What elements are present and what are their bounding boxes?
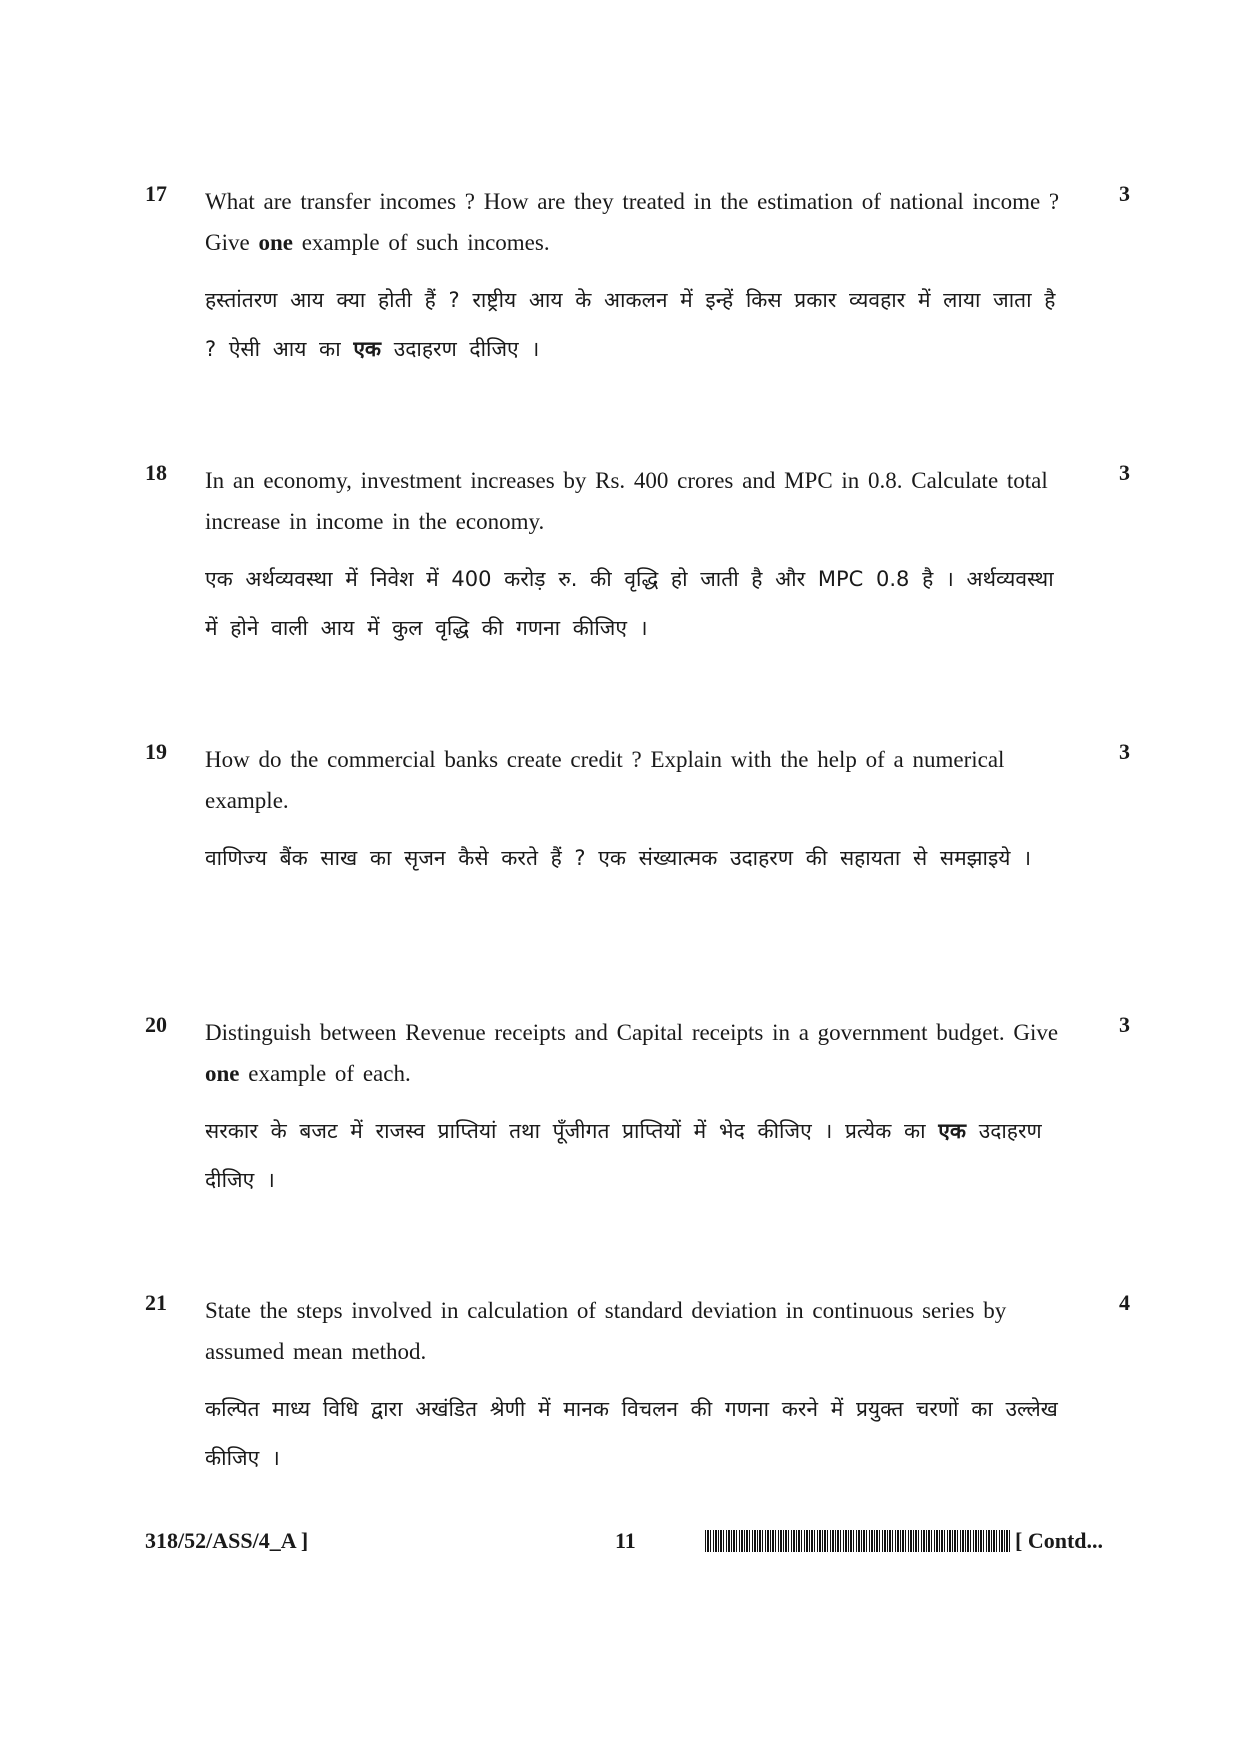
question-text-english: State the steps involved in calculation of standard deviation in continuous series by assumed mean method. [205, 1298, 1007, 1364]
question-number: 21 [145, 1290, 167, 1315]
question-marks: 4 [1119, 1290, 1130, 1315]
paper-code: 318/52/ASS/4_A ] [145, 1528, 309, 1553]
emphasis-text-hindi: एक [938, 1119, 967, 1143]
question-text-hindi: एक अर्थव्यवस्था में निवेश में 400 करोड़ रु. की वृद्धि हो जाती है और MPC 0.8 है । अर्थव्यवस्था में होने वाली आय में कुल वृद्धि की गणना कीजिए । [205, 567, 1054, 640]
question-text-english: How do the commercial banks create credit ? Explain with the help of a numerical example. [205, 747, 1005, 813]
question-text-hindi: हस्तांतरण आय क्या होती हैं ? राष्ट्रीय आय के आकलन में इन्हें किस प्रकार व्यवहार में लाया जाता है ? ऐसी आय का एक उदाहरण दीजिए । [205, 288, 1056, 361]
question-marks: 3 [1119, 460, 1130, 485]
question-text-english: In an economy, investment increases by Rs. 400 crores and MPC in 0.8. Calculate total increase in income in the economy. [205, 468, 1048, 534]
question-number: 18 [145, 460, 167, 485]
question-marks: 3 [1119, 181, 1130, 206]
emphasis-text: one [258, 230, 293, 255]
continued-label: [ Contd... [1015, 1528, 1104, 1553]
question-marks: 3 [1119, 739, 1130, 764]
question-text-english: Distinguish between Revenue receipts and Capital receipts in a government budget. Give one example of each. [205, 1020, 1059, 1086]
question-number: 20 [145, 1012, 167, 1037]
page-footer [145, 1528, 1115, 1558]
question-number: 17 [145, 181, 167, 206]
question-text-english: What are transfer incomes ? How are they treated in the estimation of national income ? Give one example of such incomes. [205, 189, 1060, 255]
question-number: 19 [145, 739, 167, 764]
question-text-hindi: सरकार के बजट में राजस्व प्राप्तियां तथा पूँजीगत प्राप्तियों में भेद कीजिए । प्रत्येक का एक उदाहरण दीजिए । [205, 1119, 1042, 1192]
question-text-hindi: वाणिज्य बैंक साख का सृजन कैसे करते हैं ? एक संख्यात्मक उदाहरण की सहायता से समझाइये । [205, 846, 1032, 870]
emphasis-text-hindi: एक [353, 337, 382, 361]
question-text-hindi: कल्पित माध्य विधि द्वारा अखंडित श्रेणी में मानक विचलन की गणना करने में प्रयुक्त चरणों का उल्लेख कीजिए । [205, 1397, 1058, 1470]
barcode [705, 1530, 1010, 1552]
emphasis-text: one [205, 1061, 240, 1086]
question-marks: 3 [1119, 1012, 1130, 1037]
page-number: 11 [615, 1528, 636, 1553]
